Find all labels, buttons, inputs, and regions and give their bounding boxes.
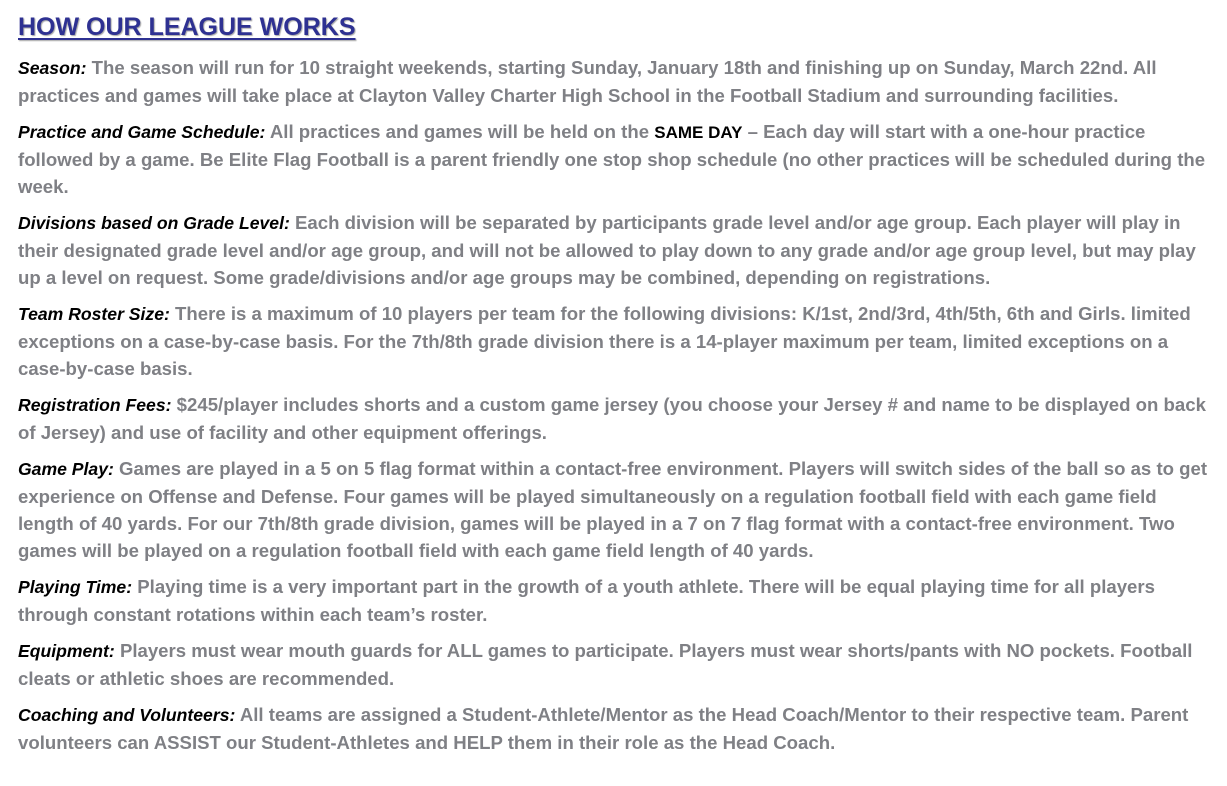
section-label: Divisions based on Grade Level:: [18, 213, 290, 233]
section-label: Practice and Game Schedule:: [18, 122, 266, 142]
section-divisions: [18, 209, 1213, 291]
section-playing-time: [18, 573, 1213, 628]
section-roster-size: [18, 300, 1213, 382]
section-coaching-volunteers: [18, 701, 1213, 756]
section-label: Registration Fees:: [18, 395, 172, 415]
section-game-play: [18, 455, 1213, 564]
section-text: All teams are assigned a Student-Athlete/Mentor as the Head Coach/Mentor to their respective team. Parent volunteers can ASSIST our Student-Athletes and HELP them in their role as the Head Coach.: [18, 704, 1189, 753]
same-day-emphasis: SAME DAY: [654, 123, 743, 142]
section-text: $245/player includes shorts and a custom game jersey (you choose your Jersey # and name to be displayed on back of Jersey) and use of facility and other equipment offerings.: [18, 394, 1206, 443]
section-label: Season:: [18, 58, 87, 78]
section-label: Team Roster Size:: [18, 304, 170, 324]
section-registration-fees: [18, 391, 1213, 446]
section-text: All practices and games will be held on the: [269, 121, 650, 142]
section-text: The season will run for 10 straight weekends, starting Sunday, January 18th and finishing up on Sunday, March 22nd. All practices and games will take place at Clayton Valley Charter High School in the Football Stadium and surrounding facilities.: [18, 57, 1157, 106]
section-practice-schedule: [18, 118, 1213, 200]
section-season: [18, 54, 1213, 109]
section-equipment: [18, 637, 1213, 692]
page-title: HOW OUR LEAGUE WORKS: [18, 13, 356, 41]
section-label: Game Play:: [18, 459, 114, 479]
section-label: Equipment:: [18, 641, 115, 661]
section-text: Players must wear mouth guards for ALL games to participate. Players must wear shorts/pants with NO pockets. Football cleats or athletic shoes are recommended.: [18, 640, 1193, 689]
section-text: Games are played in a 5 on 5 flag format within a contact-free environment. Players will switch sides of the ball so as to get experience on Offense and Defense. Four games will be played simultaneously on a regulation football field with each game field length of 40 yards. For our 7th/8th grade division, games will be played in a 7 on 7 flag format with a contact-free environment. Two games will be played on a regulation football field with each game field length of 40 yards.: [18, 458, 1208, 561]
section-text: Playing time is a very important part in the growth of a youth athlete. There will be equal playing time for all players through constant rotations within each team’s roster.: [18, 576, 1155, 625]
section-text: Each division will be separated by participants grade level and/or age group. Each player will play in their designated grade level and/or age group, and will not be allowed to play down to any grade and/or age group level, but may play up a level on request. Some grade/divisions and/or age groups may be combined, depending on registrations.: [18, 212, 1196, 288]
section-label: Playing Time:: [18, 577, 133, 597]
section-text: – Each day will start with a one-hour practice followed by a game. Be Elite Flag Football is a parent friendly one stop shop schedule (no other practices will be scheduled during the week.: [18, 121, 1206, 197]
section-text: There is a maximum of 10 players per team for the following divisions: K/1st, 2nd/3rd, 4th/5th, 6th and Girls. limited exceptions on a case-by-case basis. For the 7th/8th grade division there is a 14-player maximum per team, limited exceptions on a case-by-case basis.: [18, 303, 1191, 379]
section-label: Coaching and Volunteers:: [18, 705, 236, 725]
